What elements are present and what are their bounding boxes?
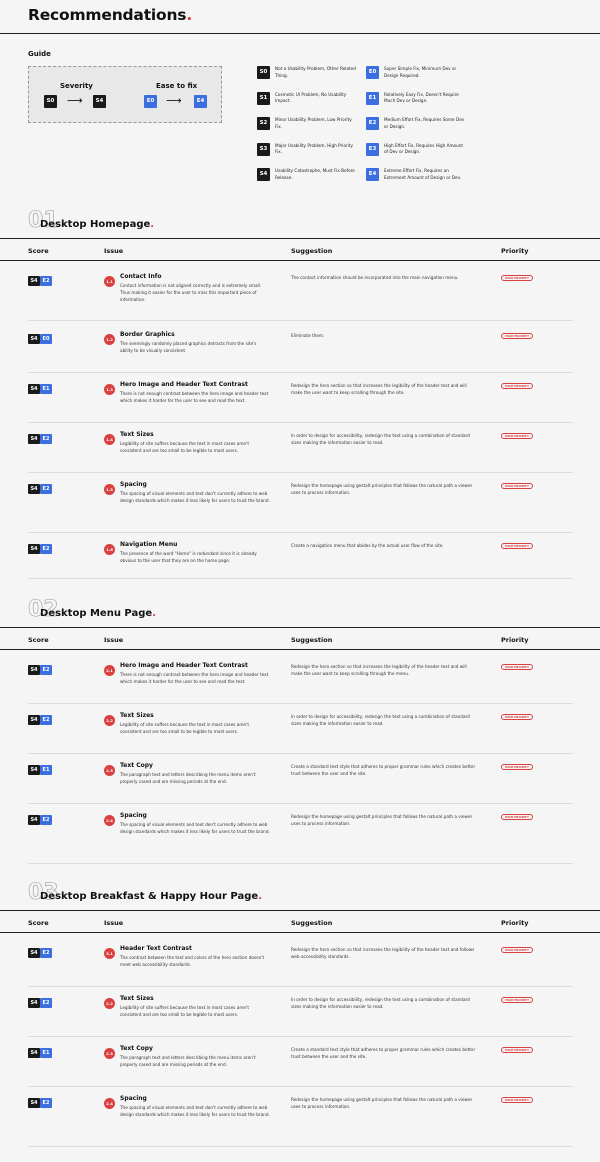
col-header-issue: Issue	[104, 247, 124, 255]
section-divider	[0, 238, 600, 239]
severity-badge: S4	[28, 434, 40, 444]
issue-description: There is not enough contrast between the hero image and header text which makes it harder for the user to see and read the text.	[120, 672, 269, 684]
issue-number: 3.1	[104, 948, 115, 959]
row-divider	[28, 803, 573, 804]
issue-description: The spacing of visual elements and text don't currently adhere to web design standards which makes it less likely for users to trust the brand.	[120, 1105, 270, 1117]
severity-badge: S4	[28, 544, 40, 554]
score-badges	[28, 1048, 52, 1058]
legend-text: High Effort Fix, Requires High Amount of Dev or Design.	[384, 142, 464, 154]
ease-badge: E2	[40, 544, 52, 554]
suggestion-text: Create a standard text style that adheres to proper grammar rules which creates better trust between the user and the site.	[291, 1047, 476, 1059]
severity-badge: S2	[257, 117, 270, 130]
suggestion-text: Redesign the hero section so that increases the legibility of the header text and will make the user want to keep scrolling through the site.	[291, 383, 467, 395]
suggestion-text: Eliminate them.	[291, 333, 325, 338]
severity-min-badge: S0	[44, 95, 57, 108]
arrow-right-icon: ⟶	[67, 94, 83, 107]
suggestion-text: In order to design for accessibility, redesign the text using a combination of standard sizes making the information easier to read.	[291, 433, 470, 445]
ease-badge: E1	[366, 92, 379, 105]
issue-description: The contrast between the text and colors of the hero section doesn't meet web accessibility standards.	[120, 955, 265, 967]
issue-number: 1.6	[104, 544, 115, 555]
issue-description: The spacing of visual elements and text don't currently adhere to web design standards which makes it less likely for users to trust the brand.	[120, 491, 270, 503]
score-badges	[28, 334, 52, 344]
ease-badge: E0	[366, 66, 379, 79]
ease-badge: E2	[40, 715, 52, 725]
severity-badge: S4	[28, 1048, 40, 1058]
row-divider	[28, 1086, 573, 1087]
row-divider	[28, 753, 573, 754]
legend-severity-item	[257, 66, 357, 79]
row-divider	[28, 532, 573, 533]
legend-text: Super Simple Fix, Minimum Dev or Design Required.	[384, 66, 457, 78]
guide-diagram	[28, 66, 222, 123]
section-number: 02	[28, 597, 59, 622]
issue-number: 1.5	[104, 484, 115, 495]
priority-badge: HIGH PRIORITY	[501, 1047, 533, 1053]
ease-badge: E2	[40, 1098, 52, 1108]
ease-badge: E2	[40, 276, 52, 286]
priority-badge: HIGH PRIORITY	[501, 333, 533, 339]
col-header-suggestion: Suggestion	[291, 919, 333, 927]
page-title: Recommendations.	[28, 6, 193, 24]
legend-text: Medium Effort Fix, Requires Some Dev or Design.	[384, 117, 465, 129]
severity-label: Severity	[60, 82, 93, 90]
legend-ease-item	[366, 117, 466, 130]
issue-description: The spacing of visual elements and text don't currently adhere to web design standards which makes it less likely for users to trust the brand.	[120, 822, 270, 834]
score-badges	[28, 665, 52, 675]
score-badges	[28, 484, 52, 494]
ease-badge: E2	[40, 815, 52, 825]
score-badges	[28, 998, 52, 1008]
legend-ease-item	[366, 92, 466, 105]
legend-severity-item	[257, 168, 357, 181]
issue-title: Text Sizes	[120, 712, 154, 719]
issue-number: 1.1	[104, 276, 115, 287]
issue-number: 2.3	[104, 765, 115, 776]
suggestion-text: Redesign the homepage using gestalt principles that follows the natural path a viewer uses to process information.	[291, 1097, 473, 1109]
ease-badge: E1	[40, 1048, 52, 1058]
section-divider	[0, 910, 600, 911]
score-badges	[28, 815, 52, 825]
score-badges	[28, 544, 52, 554]
priority-badge: HIGH PRIORITY	[501, 543, 533, 549]
table-header-divider	[0, 932, 600, 933]
issue-title: Text Sizes	[120, 431, 154, 438]
ease-badge: E2	[366, 117, 379, 130]
issue-number: 2.4	[104, 815, 115, 826]
legend-text: Relatively Easy Fix, Doesn't Require Much Dev or Design.	[384, 91, 459, 103]
legend-ease-item	[366, 143, 466, 156]
suggestion-text: In order to design for accessibility, redesign the text using a combination of standard sizes making the information easier to read.	[291, 997, 470, 1009]
col-header-priority: Priority	[501, 247, 529, 255]
legend-severity-item	[257, 92, 357, 105]
priority-badge: HIGH PRIORITY	[501, 997, 533, 1003]
issue-number: 1.4	[104, 434, 115, 445]
suggestion-text: Create a standard text style that adheres to proper grammar rules which creates better trust between the user and the site.	[291, 764, 476, 776]
priority-badge: HIGH PRIORITY	[501, 947, 533, 953]
table-header-divider	[0, 649, 600, 650]
suggestion-text: Redesign the homepage using gestalt principles that follows the natural path a viewer uses to process information.	[291, 483, 473, 495]
section-title: Desktop Breakfast & Happy Hour Page.	[40, 891, 262, 902]
col-header-suggestion: Suggestion	[291, 247, 333, 255]
suggestion-text: Redesign the hero section so that increases the legibility of the header text and follows web accessibility standards.	[291, 947, 475, 959]
suggestion-text: Redesign the hero section so that increases the legibility of the header text and will make the user want to keep scrolling through the menu.	[291, 664, 467, 676]
severity-max-badge: S4	[93, 95, 106, 108]
section-number: 03	[28, 880, 59, 905]
issue-description: Legibility of site suffers because the text in most cases aren't consistent and are too small to be legible to most users.	[120, 1005, 249, 1017]
issue-description: Legibility of site suffers because the text in most cases aren't consistent and are too small to be legible to most users.	[120, 722, 249, 734]
col-header-score: Score	[28, 919, 49, 927]
legend-ease-item	[366, 66, 466, 79]
suggestion-text: The contact information should be incorporated into the main navigation menu.	[291, 275, 459, 280]
score-badges	[28, 434, 52, 444]
issue-title: Header Text Contrast	[120, 945, 192, 952]
section-title: Desktop Homepage.	[40, 219, 155, 230]
severity-badge: S4	[28, 334, 40, 344]
issue-title: Spacing	[120, 481, 147, 488]
severity-badge: S4	[28, 715, 40, 725]
issue-number: 1.2	[104, 334, 115, 345]
guide-label: Guide	[28, 50, 51, 58]
row-divider	[28, 372, 573, 373]
section-title: Desktop Menu Page.	[40, 608, 156, 619]
score-badges	[28, 384, 52, 394]
severity-badge: S4	[28, 765, 40, 775]
ease-badge: E2	[40, 948, 52, 958]
row-divider	[28, 422, 573, 423]
severity-badge: S4	[28, 484, 40, 494]
priority-badge: HIGH PRIORITY	[501, 383, 533, 389]
row-divider	[28, 472, 573, 473]
row-divider	[28, 1146, 573, 1147]
score-badges	[28, 948, 52, 958]
priority-badge: HIGH PRIORITY	[501, 433, 533, 439]
priority-badge: HIGH PRIORITY	[501, 814, 533, 820]
issue-title: Text Copy	[120, 1045, 153, 1052]
severity-badge: S4	[28, 384, 40, 394]
ease-badge: E4	[366, 168, 379, 181]
issue-description: The seemingly randomly placed graphics detracts from the site's ability to be visually consistent.	[120, 341, 257, 353]
severity-badge: S4	[28, 948, 40, 958]
col-header-issue: Issue	[104, 636, 124, 644]
section-number: 01	[28, 208, 59, 233]
priority-badge: HIGH PRIORITY	[501, 1097, 533, 1103]
row-divider	[28, 578, 573, 579]
arrow-right-icon: ⟶	[166, 94, 182, 107]
severity-badge: S4	[257, 168, 270, 181]
issue-title: Contact Info	[120, 273, 162, 280]
legend-text: Minor Usability Problem, Low Priority Fix.	[275, 117, 352, 129]
priority-badge: HIGH PRIORITY	[501, 664, 533, 670]
ease-badge: E2	[40, 665, 52, 675]
issue-number: 1.3	[104, 384, 115, 395]
legend-severity-item	[257, 143, 357, 156]
issue-description: The presence of the word "Home" is redundant since it is already obvious to the user that they are on the home page.	[120, 551, 257, 563]
legend-ease-item	[366, 168, 466, 181]
ease-max-badge: E4	[194, 95, 207, 108]
severity-badge: S4	[28, 815, 40, 825]
issue-description: The paragraph text and letters describing the menu items aren't properly cased and are missing periods at the end.	[120, 772, 256, 784]
issue-title: Spacing	[120, 1095, 147, 1102]
issue-number: 2.1	[104, 665, 115, 676]
ease-label: Ease to fix	[156, 82, 198, 90]
legend-severity-item	[257, 117, 357, 130]
issue-description: Contact information is not aligned correctly and is extremely small. Thus making it easier for the user to miss this important piece of information.	[120, 283, 262, 302]
table-header-divider	[0, 260, 600, 261]
issue-title: Spacing	[120, 812, 147, 819]
severity-badge: S1	[257, 92, 270, 105]
ease-min-badge: E0	[144, 95, 157, 108]
suggestion-text: Create a navigation menu that abides by the actual user flow of the site.	[291, 543, 444, 548]
suggestion-text: In order to design for accessibility, redesign the text using a combination of standard sizes making the information easier to read.	[291, 714, 470, 726]
row-divider	[28, 703, 573, 704]
legend-text: Usability Catastrophe, Must Fix Before Release.	[275, 168, 355, 180]
col-header-priority: Priority	[501, 636, 529, 644]
priority-badge: HIGH PRIORITY	[501, 764, 533, 770]
severity-badge: S4	[28, 1098, 40, 1108]
ease-badge: E1	[40, 765, 52, 775]
issue-title: Text Copy	[120, 762, 153, 769]
score-badges	[28, 1098, 52, 1108]
col-header-score: Score	[28, 636, 49, 644]
priority-badge: HIGH PRIORITY	[501, 275, 533, 281]
row-divider	[28, 320, 573, 321]
severity-badge: S4	[28, 665, 40, 675]
legend-text: Major Usability Problem, High Priority Fix.	[275, 142, 354, 154]
issue-title: Text Sizes	[120, 995, 154, 1002]
title-divider	[0, 33, 600, 34]
score-badges	[28, 276, 52, 286]
severity-badge: S3	[257, 143, 270, 156]
severity-badge: S0	[257, 66, 270, 79]
issue-description: The paragraph text and letters describing the menu items aren't properly cased and are missing periods at the end.	[120, 1055, 256, 1067]
priority-badge: HIGH PRIORITY	[501, 483, 533, 489]
col-header-issue: Issue	[104, 919, 124, 927]
issue-number: 2.4	[104, 1098, 115, 1109]
issue-title: Navigation Menu	[120, 541, 178, 548]
ease-badge: E2	[40, 998, 52, 1008]
issue-description: There is not enough contrast between the hero image and header text which makes it harder for the user to see and read the text.	[120, 391, 269, 403]
severity-badge: S4	[28, 998, 40, 1008]
row-divider	[28, 1036, 573, 1037]
issue-title: Hero Image and Header Text Contrast	[120, 381, 248, 388]
priority-badge: HIGH PRIORITY	[501, 714, 533, 720]
legend-text: Cosmetic UI Problem, No Usability Impact.	[275, 91, 347, 103]
issue-number: 2.2	[104, 715, 115, 726]
issue-title: Hero Image and Header Text Contrast	[120, 662, 248, 669]
score-badges	[28, 715, 52, 725]
legend-text: Extreme Effort Fix, Requires an Extrement Amount of Design or Dev.	[384, 168, 462, 180]
legend-text: Not a Usability Problem, Other Related Thing.	[275, 66, 356, 78]
row-divider	[28, 986, 573, 987]
section-divider	[0, 627, 600, 628]
ease-badge: E0	[40, 334, 52, 344]
issue-title: Border Graphics	[120, 331, 175, 338]
row-divider	[28, 863, 573, 864]
ease-badge: E3	[366, 143, 379, 156]
score-badges	[28, 765, 52, 775]
issue-number: 2.2	[104, 998, 115, 1009]
issue-description: Legibility of site suffers because the text in most cases aren't consistent and are too small to be legible to most users.	[120, 441, 249, 453]
col-header-priority: Priority	[501, 919, 529, 927]
suggestion-text: Redesign the homepage using gestalt principles that follows the natural path a viewer uses to process information.	[291, 814, 473, 826]
ease-badge: E1	[40, 384, 52, 394]
ease-badge: E2	[40, 434, 52, 444]
col-header-suggestion: Suggestion	[291, 636, 333, 644]
ease-badge: E2	[40, 484, 52, 494]
col-header-score: Score	[28, 247, 49, 255]
severity-badge: S4	[28, 276, 40, 286]
issue-number: 2.3	[104, 1048, 115, 1059]
